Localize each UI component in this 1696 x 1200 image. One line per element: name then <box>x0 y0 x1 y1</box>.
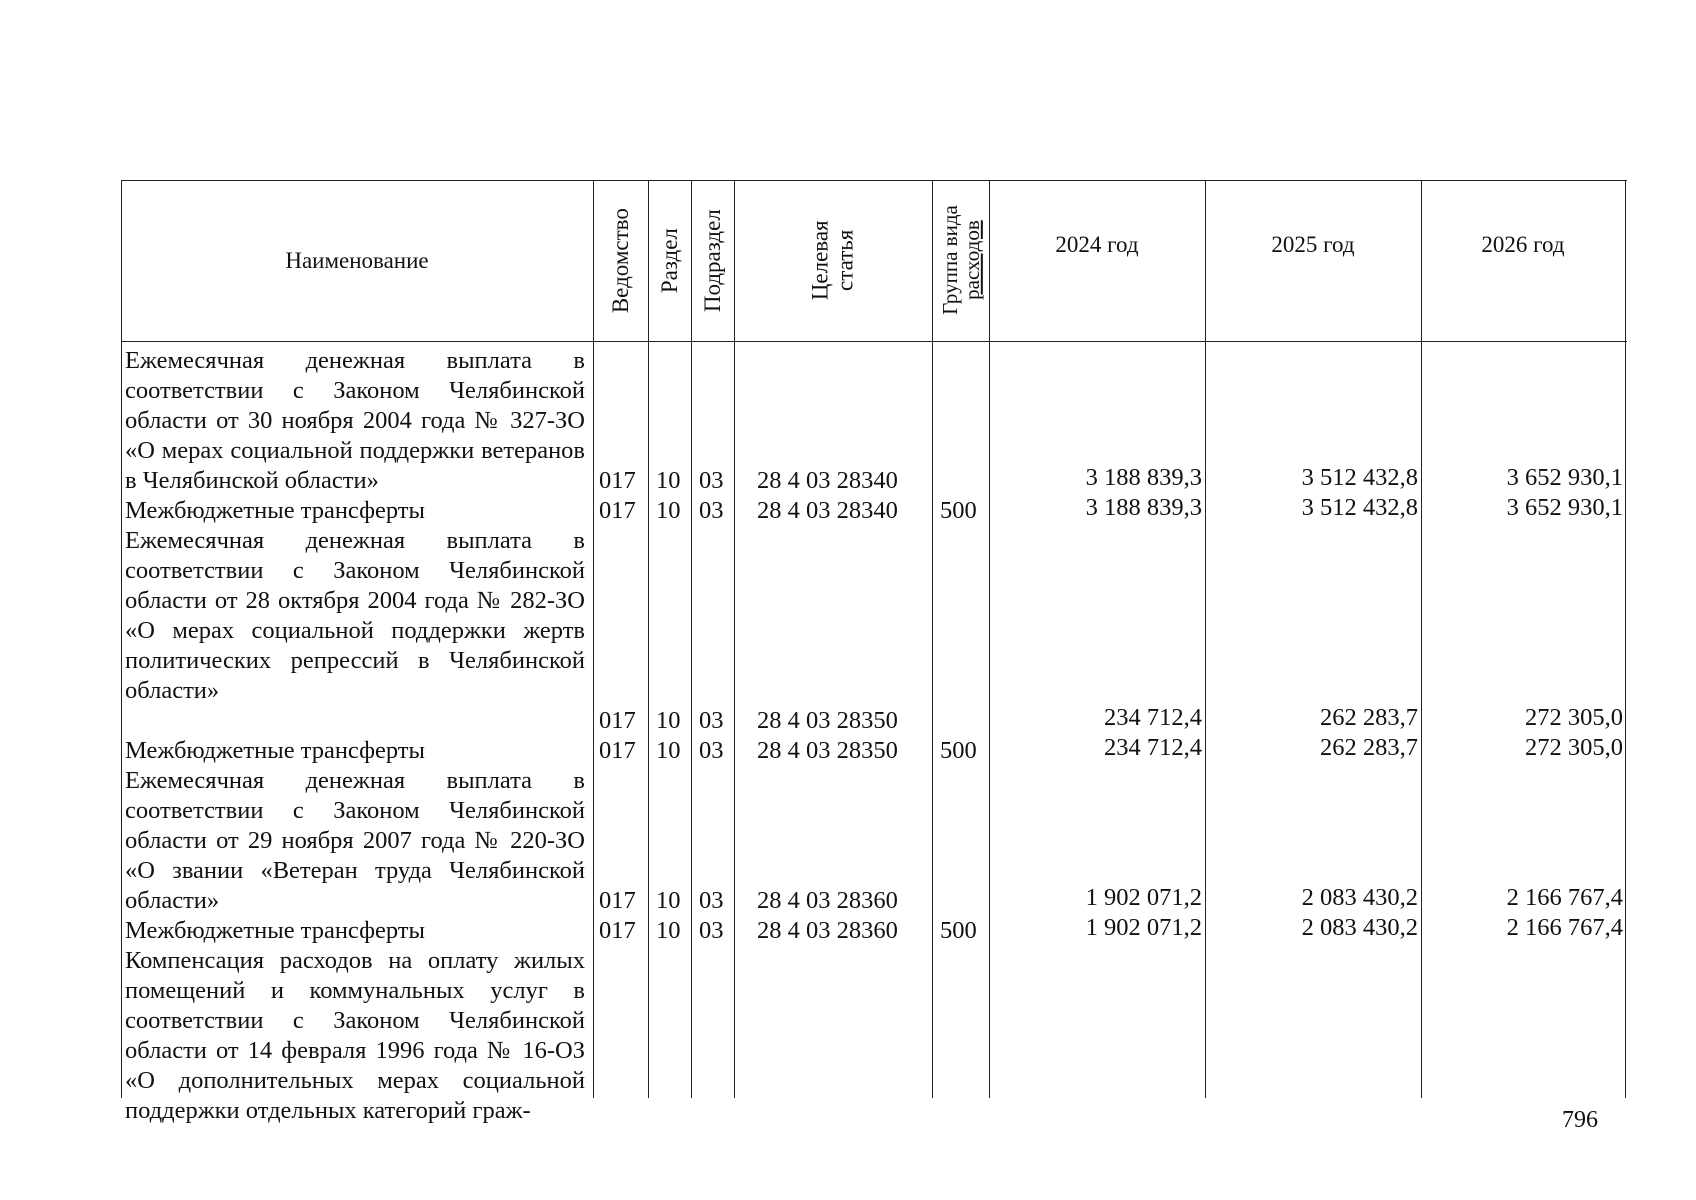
row-2026: 2 166 767,4 <box>1506 884 1623 911</box>
header-celevaya-line1: Целевая <box>807 220 833 301</box>
header-2024-label: 2024 год <box>1055 232 1139 257</box>
header-name <box>121 180 593 341</box>
row-2024: 3 188 839,3 <box>1085 464 1202 491</box>
row-celevaya: 28 4 03 28340 <box>757 467 898 494</box>
row-name: Межбюджетные трансферты <box>125 737 425 764</box>
header-podrazdel-label: Подраздел <box>699 209 725 312</box>
row-razdel: 10 <box>656 467 681 494</box>
row-podrazdel: 03 <box>699 707 724 734</box>
row-podrazdel: 03 <box>699 737 724 764</box>
row-podrazdel: 03 <box>699 887 724 914</box>
header-celevaya-line2: статья <box>832 229 858 292</box>
row-2026: 2 166 767,4 <box>1506 914 1623 941</box>
row-celevaya: 28 4 03 28360 <box>757 887 898 914</box>
row-2025: 2 083 430,2 <box>1301 914 1418 941</box>
row-2025: 3 512 432,8 <box>1301 464 1418 491</box>
row-2024: 1 902 071,2 <box>1085 884 1202 911</box>
row-gruppa: 500 <box>940 917 977 944</box>
header-vedomstvo-label: Ведомство <box>607 207 633 314</box>
header-gruppa-line2: расходов <box>959 220 984 301</box>
row-vedomstvo: 017 <box>599 737 636 764</box>
header-2026 <box>1421 180 1625 310</box>
row-name: Ежемесячная денежная выплата в соответствии с Законом Челябинской области от 30 ноября 2004 года № 327-ЗО «О мерах социальной поддержки ветеранов в Челябинской области» <box>125 347 585 494</box>
row-2026: 272 305,0 <box>1525 704 1623 731</box>
row-name: Компенсация расходов на оплату жилых помещений и коммунальных услуг в соответствии с Законом Челябинской области от 14 февраля 1996 года № 16-ОЗ «О дополнительных мерах социальной поддержки отдельных категорий граж- <box>125 947 585 1124</box>
row-name: Межбюджетные трансферты <box>125 917 425 944</box>
row-2025: 262 283,7 <box>1320 734 1418 761</box>
row-gruppa: 500 <box>940 497 977 524</box>
header-podrazdel <box>691 180 734 341</box>
page-number: 796 <box>1562 1107 1598 1133</box>
row-celevaya: 28 4 03 28350 <box>757 707 898 734</box>
col-border <box>1205 180 1206 1098</box>
row-celevaya: 28 4 03 28360 <box>757 917 898 944</box>
row-celevaya: 28 4 03 28340 <box>757 497 898 524</box>
header-gruppa-line1: Группа вида <box>937 205 962 316</box>
row-podrazdel: 03 <box>699 917 724 944</box>
row-vedomstvo: 017 <box>599 707 636 734</box>
row-vedomstvo: 017 <box>599 467 636 494</box>
header-name-label: Наименование <box>285 247 429 273</box>
col-border <box>1625 180 1626 1098</box>
header-bottom-border <box>121 341 1627 342</box>
header-vedomstvo <box>593 180 648 341</box>
col-border <box>989 180 990 1098</box>
row-vedomstvo: 017 <box>599 497 636 524</box>
header-2025-label: 2025 год <box>1271 232 1355 257</box>
row-2024: 234 712,4 <box>1104 734 1202 761</box>
row-name: Ежемесячная денежная выплата в соответствии с Законом Челябинской области от 28 октября 2004 года № 282-ЗО «О мерах социальной поддержки жертв политических репрессий в Челябинской области» <box>125 527 585 704</box>
header-2024 <box>989 180 1205 310</box>
row-2025: 2 083 430,2 <box>1301 884 1418 911</box>
row-2026: 3 652 930,1 <box>1506 494 1623 521</box>
row-2025: 262 283,7 <box>1320 704 1418 731</box>
header-celevaya <box>734 180 932 341</box>
header-gruppa <box>932 180 989 341</box>
row-razdel: 10 <box>656 497 681 524</box>
header-2025 <box>1205 180 1421 310</box>
row-2024: 3 188 839,3 <box>1085 494 1202 521</box>
header-2026-label: 2026 год <box>1481 232 1565 257</box>
row-razdel: 10 <box>656 737 681 764</box>
row-podrazdel: 03 <box>699 497 724 524</box>
row-2024: 234 712,4 <box>1104 704 1202 731</box>
row-name: Ежемесячная денежная выплата в соответствии с Законом Челябинской области от 29 ноября 2007 года № 220-ЗО «О звании «Ветеран труда Челябинской области» <box>125 767 585 914</box>
row-2024: 1 902 071,2 <box>1085 914 1202 941</box>
row-razdel: 10 <box>656 917 681 944</box>
header-gruppa-label <box>938 206 982 316</box>
row-2026: 272 305,0 <box>1525 734 1623 761</box>
row-podrazdel: 03 <box>699 467 724 494</box>
row-celevaya: 28 4 03 28350 <box>757 737 898 764</box>
row-razdel: 10 <box>656 887 681 914</box>
row-2026: 3 652 930,1 <box>1506 464 1623 491</box>
header-razdel <box>648 180 691 341</box>
header-celevaya-label <box>808 221 859 301</box>
header-razdel-label: Раздел <box>656 227 682 294</box>
row-gruppa: 500 <box>940 737 977 764</box>
row-2025: 3 512 432,8 <box>1301 494 1418 521</box>
col-border <box>1421 180 1422 1098</box>
row-razdel: 10 <box>656 707 681 734</box>
row-vedomstvo: 017 <box>599 887 636 914</box>
row-vedomstvo: 017 <box>599 917 636 944</box>
row-name: Межбюджетные трансферты <box>125 497 425 524</box>
